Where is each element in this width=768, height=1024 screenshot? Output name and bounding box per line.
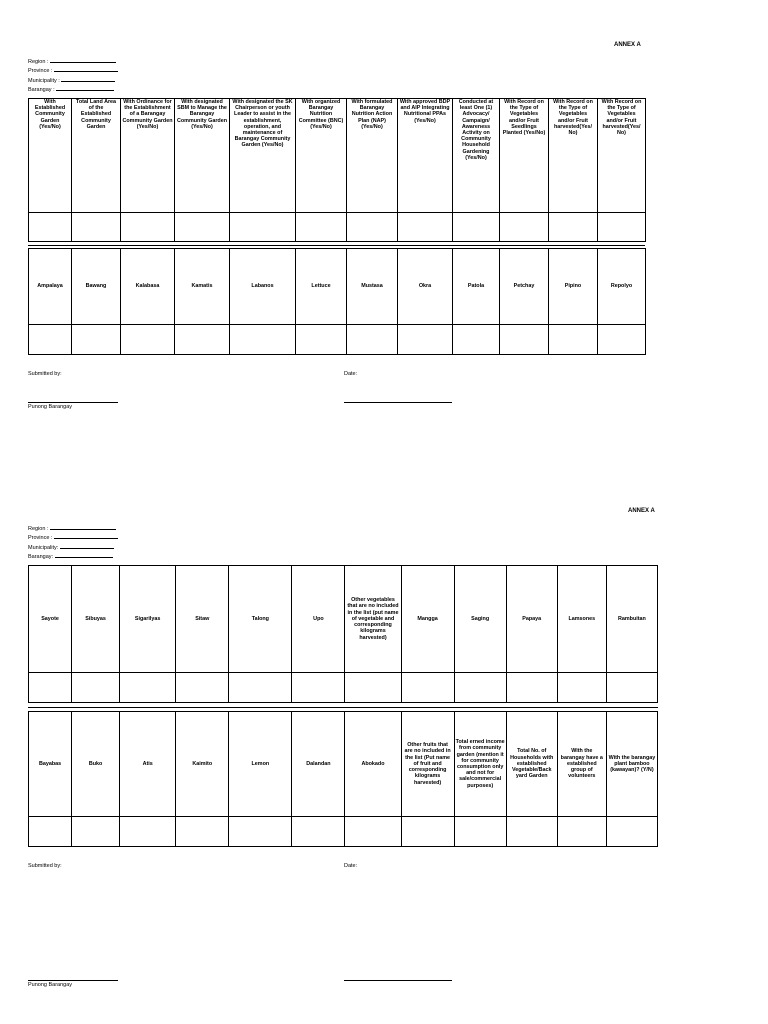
header-cell: Papaya <box>506 566 557 673</box>
input-cell[interactable] <box>398 213 453 242</box>
header-cell: With organized Barangay Nutrition Committee (BNC) (Yes/No) <box>296 99 347 213</box>
header-row <box>29 566 658 673</box>
annex-label: ANNEX A <box>614 42 641 48</box>
header-cell: Ampalaya <box>29 249 72 325</box>
input-cell[interactable] <box>229 673 292 703</box>
header-cell: Talong <box>229 566 292 673</box>
signatory-label: Punong Barangay <box>28 404 73 410</box>
header-cell: Pipino <box>549 249 598 325</box>
submitted-by-label: Submitted by: <box>28 371 62 377</box>
date-label: Date: <box>344 371 358 377</box>
input-cell[interactable] <box>401 673 454 703</box>
input-cell[interactable] <box>506 817 557 847</box>
header-cell: Mangga <box>401 566 454 673</box>
input-cell[interactable] <box>230 325 296 355</box>
header-cell: Sigarilyas <box>120 566 176 673</box>
header-cell: Kamatis <box>175 249 230 325</box>
header-cell: With Record on the Type of Vegetables and/or Fruit harvested(Yes/ No) <box>598 99 646 213</box>
barangay-field[interactable]: Barangay : <box>28 85 118 94</box>
header-cell: Sibuyas <box>72 566 120 673</box>
input-cell[interactable] <box>292 673 345 703</box>
header-cell: With Record on the Type of Vegetables and/or Fruit harvested(Yes/ No) <box>549 99 598 213</box>
input-cell[interactable] <box>296 325 347 355</box>
province-blank[interactable] <box>54 66 118 72</box>
input-cell[interactable] <box>29 817 72 847</box>
header-cell: With designated the SK Chairperson or youth Leader to assist in the establishment, operation, and maintenance of Barangay Community Garden (Yes/No) <box>230 99 296 213</box>
input-cell[interactable] <box>549 213 598 242</box>
table-row <box>29 213 646 242</box>
municipality-blank[interactable] <box>60 543 114 549</box>
input-cell[interactable] <box>557 673 606 703</box>
header-cell: Kalabasa <box>121 249 175 325</box>
header-cell: Total No. of Households with established Vegetable/Back yard Garden <box>506 712 557 817</box>
province-field[interactable]: Province : <box>28 66 118 75</box>
fruits-summary-table <box>28 711 658 847</box>
header-cell: Lettuce <box>296 249 347 325</box>
table-row <box>29 817 658 847</box>
header-cell: Total erned income from community garden (mention it for community consumption only and not for sale/commercial purposes) <box>454 712 506 817</box>
input-cell[interactable] <box>230 213 296 242</box>
header-cell: With Record on the Type of Vegetables and/or Fruit Seedlings Planted (Yes/No) <box>500 99 549 213</box>
input-cell[interactable] <box>347 213 398 242</box>
header-cell: With Established Community Garden (Yes/No) <box>29 99 72 213</box>
section-divider <box>28 245 645 246</box>
garden-compliance-table <box>28 98 646 242</box>
vegetables-table-1 <box>28 248 646 355</box>
input-cell[interactable] <box>72 817 120 847</box>
input-cell[interactable] <box>557 817 606 847</box>
header-cell: Bayabas <box>29 712 72 817</box>
header-cell: Okra <box>398 249 453 325</box>
input-cell[interactable] <box>296 213 347 242</box>
header-row <box>29 249 646 325</box>
input-cell[interactable] <box>453 213 500 242</box>
input-cell[interactable] <box>175 213 230 242</box>
input-cell[interactable] <box>72 325 121 355</box>
barangay-field[interactable]: Barangay: <box>28 552 118 561</box>
barangay-blank[interactable] <box>56 85 114 91</box>
region-blank[interactable] <box>50 57 116 63</box>
header-cell: Total Land Area of the Established Community Garden <box>72 99 121 213</box>
header-cell: Lemon <box>229 712 292 817</box>
input-cell[interactable] <box>175 325 230 355</box>
input-cell[interactable] <box>72 213 121 242</box>
input-cell[interactable] <box>500 325 549 355</box>
header-cell: Bawang <box>72 249 121 325</box>
input-cell[interactable] <box>345 817 401 847</box>
header-cell: With Ordinance for the Establishment of a Barangay Community Garden (Yes/No) <box>121 99 175 213</box>
header-cell: Conducted at least One (1) Advocacy/ Campaign/ Awareness Activity on Community Household Gardening (Yes/No) <box>453 99 500 213</box>
header-cell: With formulated Barangay Nutrition Action Plan (NAP) (Yes/No) <box>347 99 398 213</box>
barangay-blank[interactable] <box>55 552 113 558</box>
input-cell[interactable] <box>606 673 657 703</box>
signatory-label: Punong Barangay <box>28 982 73 988</box>
header-row <box>29 99 646 213</box>
input-cell[interactable] <box>345 673 401 703</box>
header-cell: Saging <box>454 566 506 673</box>
date-label: Date: <box>344 863 358 869</box>
input-cell[interactable] <box>121 325 175 355</box>
input-cell[interactable] <box>72 673 120 703</box>
header-cell: Dalandan <box>292 712 345 817</box>
header-cell: Labanos <box>230 249 296 325</box>
input-cell[interactable] <box>549 325 598 355</box>
municipality-field[interactable]: Municipality: <box>28 543 118 552</box>
input-cell[interactable] <box>176 673 229 703</box>
region-field[interactable]: Region : <box>28 57 118 66</box>
header-cell: Petchay <box>500 249 549 325</box>
input-cell[interactable] <box>454 817 506 847</box>
region-blank[interactable] <box>50 524 116 530</box>
header-cell: Other vegetables that are no included in the list (put name of vegetable and corresponding kilograms harvested) <box>345 566 401 673</box>
section-divider <box>28 707 658 708</box>
header-cell: Atis <box>120 712 176 817</box>
input-cell[interactable] <box>453 325 500 355</box>
header-cell: Lamsones <box>557 566 606 673</box>
input-cell[interactable] <box>347 325 398 355</box>
input-cell[interactable] <box>121 213 175 242</box>
input-cell[interactable] <box>506 673 557 703</box>
input-cell[interactable] <box>120 673 176 703</box>
input-cell[interactable] <box>120 817 176 847</box>
header-cell: Mustasa <box>347 249 398 325</box>
date-line[interactable] <box>344 980 452 981</box>
annex-label: ANNEX A <box>628 508 655 514</box>
date-line[interactable] <box>344 402 452 403</box>
table-row <box>29 325 646 355</box>
header-cell: Upo <box>292 566 345 673</box>
input-cell[interactable] <box>29 213 72 242</box>
signature-line[interactable] <box>28 402 118 403</box>
header-cell: Other fruits that are no included in the list (Put name of fruit and corresponding kilograms harvested) <box>401 712 454 817</box>
location-fields <box>28 57 118 94</box>
input-cell[interactable] <box>401 817 454 847</box>
header-cell: Sayote <box>29 566 72 673</box>
header-cell: Patola <box>453 249 500 325</box>
input-cell[interactable] <box>229 817 292 847</box>
location-fields <box>28 524 118 561</box>
header-cell: With the barangay plant bamboo (kawayan)? (Y/N) <box>606 712 657 817</box>
submitted-by-label: Submitted by: <box>28 863 62 869</box>
header-cell: Buko <box>72 712 120 817</box>
input-cell[interactable] <box>29 325 72 355</box>
input-cell[interactable] <box>606 817 657 847</box>
input-cell[interactable] <box>292 817 345 847</box>
header-cell: Abokado <box>345 712 401 817</box>
vegetables-fruits-table-2 <box>28 565 658 703</box>
province-field[interactable]: Province : <box>28 533 118 542</box>
header-cell: With designated SBM to Manage the Barangay Community Garden (Yes/No) <box>175 99 230 213</box>
header-cell: Sitaw <box>176 566 229 673</box>
region-field[interactable]: Region : <box>28 524 118 533</box>
header-cell: Repolyo <box>598 249 646 325</box>
input-cell[interactable] <box>398 325 453 355</box>
input-cell[interactable] <box>500 213 549 242</box>
header-cell: Kaimito <box>176 712 229 817</box>
header-row <box>29 712 658 817</box>
municipality-blank[interactable] <box>61 76 115 82</box>
header-cell: With approved BDP and AIP Integrating Nutritional PPAs (Yes/No) <box>398 99 453 213</box>
header-cell: With the barangay have a established group of volunteers <box>557 712 606 817</box>
input-cell[interactable] <box>598 325 646 355</box>
header-cell: Rambuitan <box>606 566 657 673</box>
input-cell[interactable] <box>29 673 72 703</box>
signature-line[interactable] <box>28 980 118 981</box>
input-cell[interactable] <box>176 817 229 847</box>
table-row <box>29 673 658 703</box>
province-blank[interactable] <box>54 533 118 539</box>
municipality-field[interactable]: Municipality : <box>28 76 118 85</box>
input-cell[interactable] <box>598 213 646 242</box>
input-cell[interactable] <box>454 673 506 703</box>
